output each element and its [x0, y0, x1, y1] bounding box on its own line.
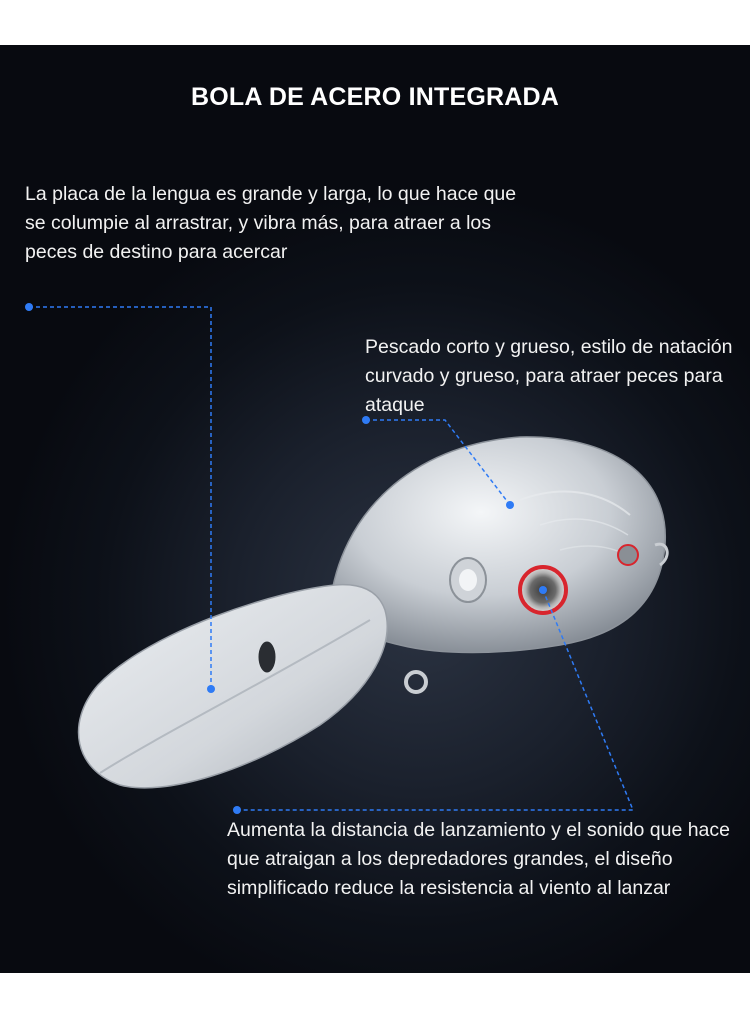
callout-steel-ball: Aumenta la distancia de lanzamiento y el sonido que hace que atraigan a los depredadores grandes, el diseño simplificado reduce la resistencia al viento al lanzar: [227, 819, 730, 899]
product-banner: [0, 45, 750, 973]
callout-body-shape: Pescado corto y grueso, estilo de natación curvado y grueso, para atraer peces para ataque: [365, 336, 733, 416]
page-title: BOLA DE ACERO INTEGRADA: [185, 81, 565, 113]
callout-tongue-plate: La placa de la lengua es grande y larga, lo que hace que se columpie al arrastrar, y vibra más, para atraer a los peces de destino para acercar: [25, 183, 517, 263]
